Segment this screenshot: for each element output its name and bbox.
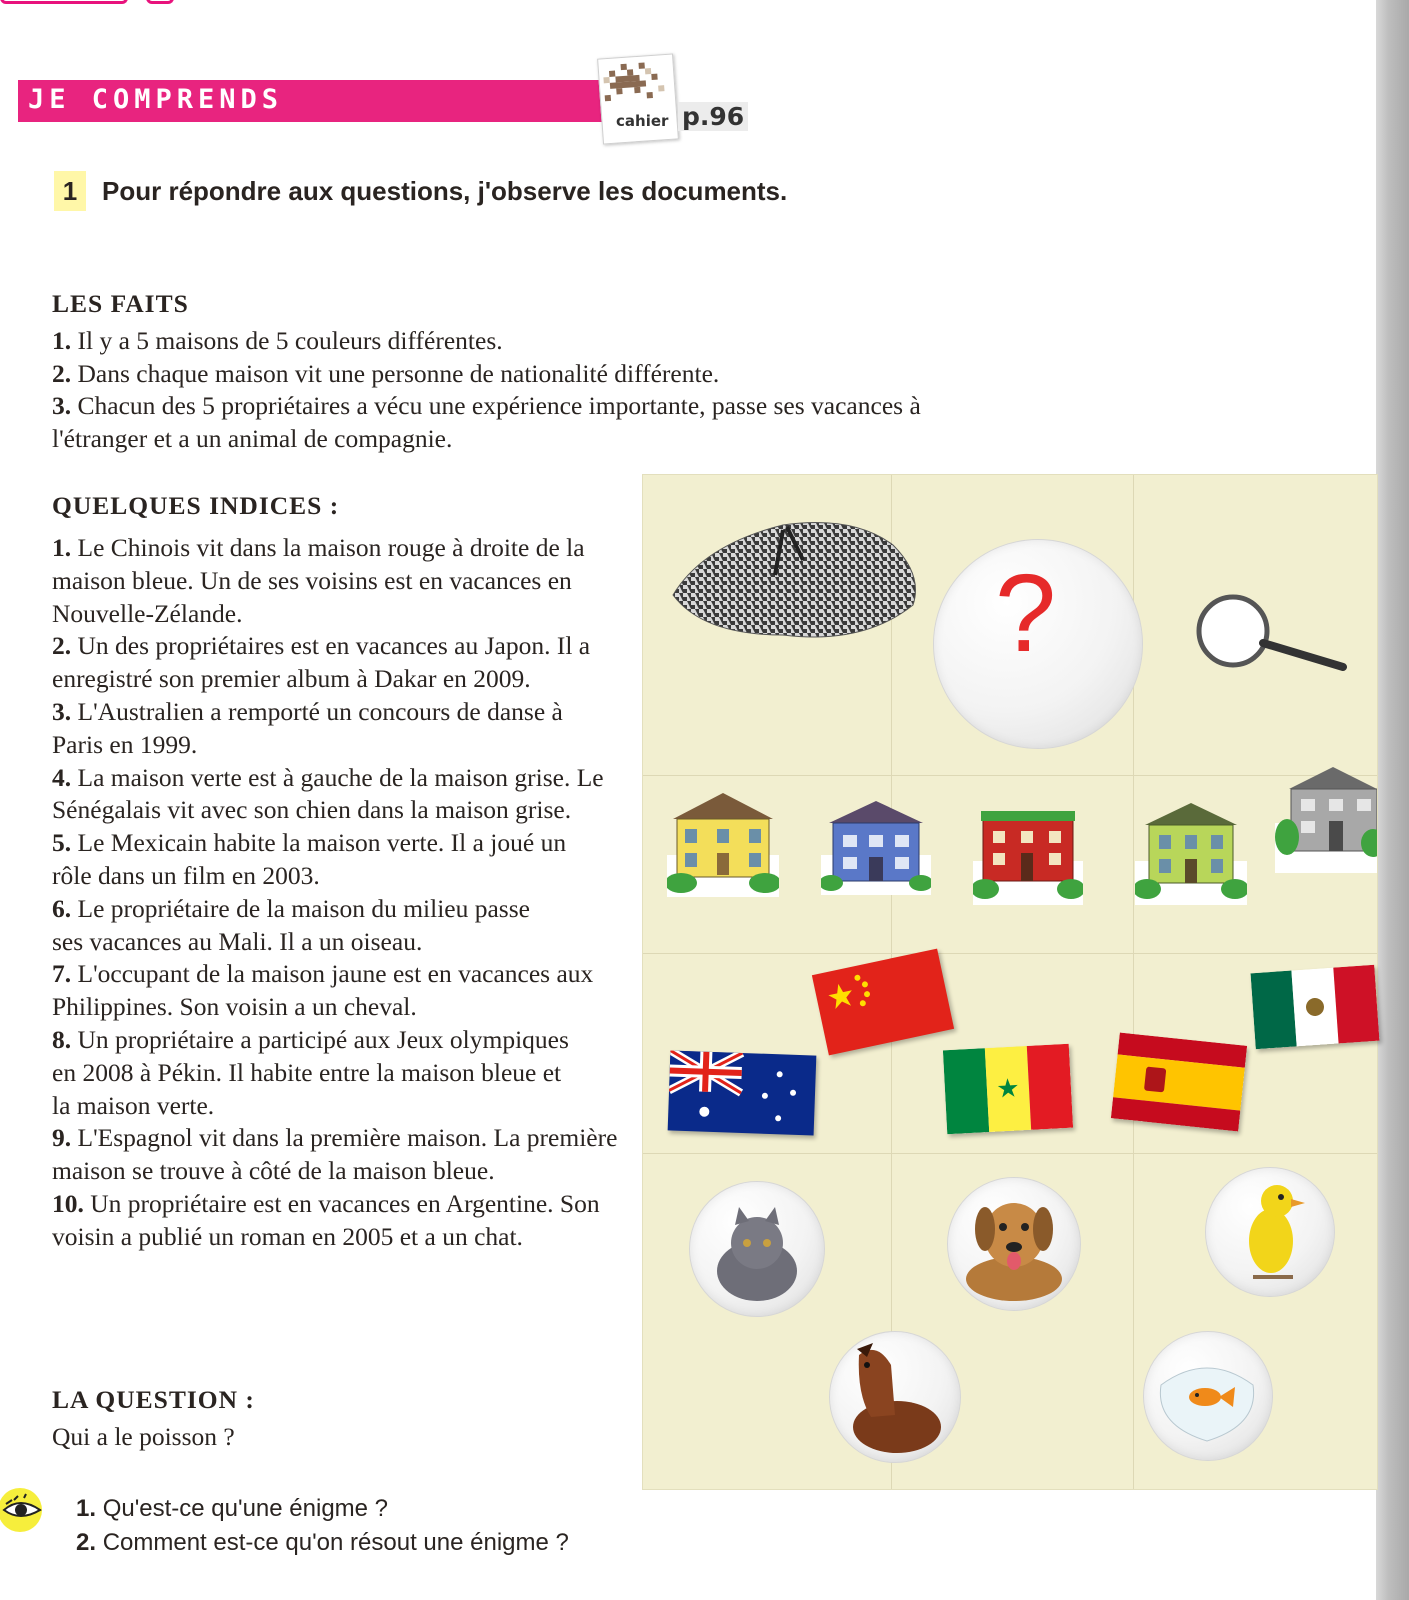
question-heading: LA QUESTION :	[52, 1385, 255, 1414]
list-item: 9. L'Espagnol vit dans la première maison. La première maison se trouve à côté de la maison bleue.	[52, 1123, 618, 1186]
list-item: 2. Dans chaque maison vit une personne de nationalité différente.	[52, 358, 720, 388]
section-banner	[18, 80, 602, 122]
magnifying-glass-icon	[1193, 591, 1379, 681]
indices-heading: QUELQUES INDICES :	[52, 491, 340, 520]
cahier-reference	[592, 52, 745, 146]
list-item: 3. L'Australien a remporté un concours de danse à Paris en 1999.	[52, 696, 563, 759]
eye-icon	[0, 1486, 48, 1534]
list-item: 8. Un propriétaire a participé aux Jeux olympiques en 2008 à Pékin. Il habite entre la maison bleue et la maison verte.	[52, 1024, 569, 1120]
banner-title: JE COMPRENDS	[28, 84, 284, 115]
faits-section	[52, 288, 1032, 456]
question-mark: ?	[995, 552, 1057, 675]
green-house-icon	[1135, 795, 1247, 905]
top-tabs	[0, 0, 180, 6]
china-flag-icon	[812, 949, 954, 1056]
exercise-number: 1	[54, 171, 86, 211]
cahier-page-number: p.96	[678, 102, 748, 131]
cat-icon	[707, 1205, 807, 1305]
gray-house-icon	[1275, 763, 1377, 873]
red-house-icon	[973, 797, 1083, 905]
yellow-house-icon	[667, 785, 779, 897]
list-item: 5. Le Mexicain habite la maison verte. Il a joué un rôle dans un film en 2003.	[52, 828, 567, 890]
list-item: 6. Le propriétaire de la maison du milieu passe ses vacances au Mali. Il a un oiseau.	[52, 893, 530, 956]
list-item: 2. Un des propriétaires est en vacances au Japon. Il a enregistré son premier album à Dakar en 2009.	[52, 631, 591, 694]
list-item: 2. Comment est-ce qu'on résout une énigme ?	[76, 1529, 569, 1556]
observe-questions	[76, 1492, 569, 1560]
list-item: 4. La maison verte est à gauche de la maison grise. Le Sénégalais vit avec son chien dans la maison grise.	[52, 762, 604, 825]
list-item: 10. Un propriétaire est en vacances en Argentine. Son voisin a publié un roman en 2005 et a un chat.	[52, 1188, 600, 1251]
horse-icon	[837, 1335, 949, 1459]
list-item: 1. Le Chinois vit dans la maison rouge à droite de la maison bleue. Un de ses voisins est en vacances en Nouvelle-Zélande.	[52, 533, 585, 628]
spain-flag-icon	[1111, 1033, 1247, 1132]
exercise-instruction	[54, 170, 787, 212]
list-item: 1. Qu'est-ce qu'une énigme ?	[76, 1495, 389, 1522]
exercise-text: Pour répondre aux questions, j'observe les documents.	[102, 175, 788, 206]
page-edge	[1376, 0, 1409, 1600]
question-text: Qui a le poisson ?	[52, 1421, 235, 1451]
indices-section	[52, 532, 632, 1254]
list-item: 7. L'occupant de la maison jaune est en vacances aux Philippines. Son voisin a un cheval.	[52, 959, 594, 1022]
mexico-flag-icon	[1251, 965, 1380, 1049]
detective-hat-icon	[663, 505, 933, 655]
cahier-label: cahier	[616, 112, 669, 130]
cahier-card	[597, 53, 679, 144]
fish-icon	[1155, 1355, 1259, 1445]
blue-house-icon	[821, 795, 931, 895]
question-section	[52, 1384, 452, 1454]
australia-flag-icon	[668, 1050, 817, 1135]
faits-heading: LES FAITS	[52, 289, 189, 318]
pixel-art-icon	[598, 54, 678, 115]
list-item: 3. Chacun des 5 propriétaires a vécu une expérience importante, passe ses vacances à l'étranger et a un animal de compagnie.	[52, 391, 921, 454]
senegal-flag-icon: ★	[943, 1044, 1073, 1134]
list-item: 1. Il y a 5 maisons de 5 couleurs différentes.	[52, 325, 503, 355]
illustration-panel	[642, 474, 1378, 1490]
dog-icon	[959, 1189, 1069, 1305]
bird-icon	[1233, 1177, 1313, 1289]
